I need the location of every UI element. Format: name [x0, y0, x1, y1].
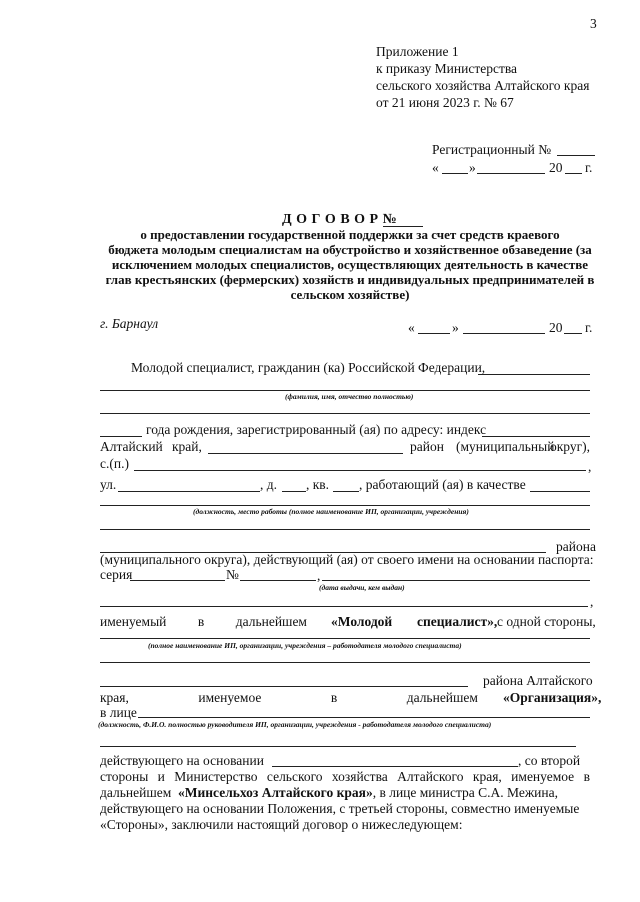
- caption-head: (должность, Ф.И.О. полностью руководителя ИП, организации, учреждения - работодателя молодого специалиста): [98, 720, 492, 729]
- in-person-text: в лице: [100, 705, 137, 720]
- house-blank[interactable]: [282, 491, 306, 492]
- young-specialist-term: «Молодой: [331, 614, 393, 629]
- young-specialist-term-end: специалист»,: [417, 614, 498, 629]
- word: в: [330, 690, 338, 705]
- registration-year-blank[interactable]: [565, 173, 582, 174]
- district-word: округ),: [550, 439, 591, 454]
- paragraph-line: [100, 769, 590, 785]
- contract-heading: Д О Г О В О Р №: [282, 212, 398, 227]
- house-label: , д.: [260, 477, 277, 492]
- appendix-line: от 21 июня 2023 г. № 67: [376, 95, 514, 110]
- date-year-prefix: 20: [549, 320, 563, 335]
- named-words: [100, 614, 307, 630]
- registration-year-suffix: г.: [585, 160, 593, 175]
- street-blank[interactable]: [118, 491, 260, 492]
- word: стороны: [100, 769, 149, 784]
- number-sign: №: [226, 567, 239, 582]
- registration-close-quote: »: [469, 160, 476, 175]
- full-name-blank[interactable]: [100, 390, 590, 391]
- comma: ,: [317, 568, 321, 583]
- blank-line[interactable]: [100, 529, 590, 530]
- caption-position: (должность, место работы (полное наименование ИП, организации, учреждения): [193, 507, 469, 516]
- date-close-quote: »: [452, 320, 459, 335]
- word: , в лице министра С.А. Межина,: [372, 785, 558, 800]
- word: Министерство: [174, 769, 258, 784]
- word: края,: [100, 690, 129, 705]
- page-number: 3: [590, 16, 597, 31]
- apartment-label: , кв.: [306, 477, 330, 492]
- date-month-blank[interactable]: [463, 333, 545, 334]
- paragraph-line: действующего на основании Положения, с третьей стороны, совместно именуемые: [100, 801, 580, 816]
- one-side-text: с одной стороны,: [497, 614, 596, 629]
- word: сельского: [266, 769, 323, 784]
- district-end-word: района: [556, 539, 596, 554]
- region-blank[interactable]: [208, 453, 403, 454]
- appendix-line: Приложение 1: [376, 44, 459, 59]
- title-line: сельском хозяйстве): [290, 287, 410, 302]
- caption-issue: (дата выдачи, кем выдан): [319, 583, 405, 592]
- blank-line[interactable]: [100, 662, 590, 663]
- appendix-line: к приказу Министерства: [376, 61, 518, 76]
- word: края,: [472, 769, 502, 784]
- comma: ,: [590, 594, 594, 609]
- postal-index-blank[interactable]: [482, 436, 590, 437]
- organization-district-blank[interactable]: [100, 686, 468, 687]
- word: в: [583, 769, 590, 784]
- comma: ,: [588, 459, 592, 474]
- city-label: г. Барнаул: [100, 316, 159, 331]
- passport-number-blank[interactable]: [240, 580, 316, 581]
- registration-number-label: Регистрационный №: [432, 142, 552, 157]
- word: в: [197, 614, 205, 629]
- caption-employer: (полное наименование ИП, организации, учреждения – работодателя молодого специалиста): [148, 641, 462, 650]
- settlement-label: с.(п.): [100, 456, 129, 471]
- title-line: бюджета молодым специалистам на обустройство и хозяйственное обзаведение (за: [108, 242, 592, 257]
- apartment-blank[interactable]: [333, 491, 359, 492]
- appendix-line: сельского хозяйства Алтайского края: [376, 78, 590, 93]
- district-word: (муниципальный: [456, 439, 555, 454]
- registration-year-prefix: 20: [549, 160, 563, 175]
- word: именуемое: [511, 769, 575, 784]
- district-word: район: [410, 439, 444, 454]
- head-blank[interactable]: [138, 717, 590, 718]
- series-label: серия: [100, 567, 133, 582]
- position-blank[interactable]: [530, 491, 590, 492]
- passport-text: (муниципального округа), действующий (ая) от своего имени на основании паспорта:: [100, 552, 594, 567]
- title-line: исключением молодых специалистов, осуществляющих деятельность в качестве: [111, 257, 589, 272]
- second-side-text: , со второй: [518, 753, 581, 768]
- word: и: [157, 769, 165, 784]
- word: именуемый: [100, 614, 167, 629]
- working-as-text: , работающий (ая) в качестве: [359, 477, 526, 492]
- registration-number-blank[interactable]: [557, 155, 595, 156]
- series-blank[interactable]: [130, 580, 225, 581]
- caption-full-name: (фамилия, имя, отчество полностью): [285, 392, 414, 401]
- word: именуемое: [198, 690, 262, 705]
- blank-line[interactable]: [100, 606, 588, 607]
- word: дальнейшем: [100, 785, 172, 800]
- passport-issue-blank[interactable]: [322, 580, 590, 581]
- acting-basis-text: действующего на основании: [100, 753, 264, 768]
- word: дальнейшем: [235, 614, 307, 629]
- date-open-quote: «: [408, 320, 415, 335]
- position-line-blank[interactable]: [100, 505, 590, 506]
- street-label: ул.: [100, 477, 117, 492]
- registration-open-quote: «: [432, 160, 439, 175]
- date-day-blank[interactable]: [418, 333, 450, 334]
- region-word: край,: [172, 439, 202, 454]
- paragraph-line: [100, 785, 558, 801]
- birth-address-text: года рождения, зарегистрированный (ая) по адресу: индекс: [146, 422, 487, 437]
- ministry-term: «Минсельхоз Алтайского края»: [178, 785, 373, 800]
- blank-line[interactable]: [100, 746, 576, 747]
- date-year-blank[interactable]: [564, 333, 582, 334]
- word: дальнейшем: [406, 690, 478, 705]
- paragraph-line: «Стороны», заключили настоящий договор о нижеследующем:: [100, 817, 463, 832]
- registration-day-blank[interactable]: [442, 173, 468, 174]
- region-word: Алтайский: [100, 439, 163, 454]
- citizen-blank[interactable]: [478, 374, 590, 375]
- altai-district-text: района Алтайского: [483, 673, 593, 688]
- blank-line[interactable]: [100, 413, 590, 414]
- word: Алтайского: [397, 769, 464, 784]
- title-line: о предоставлении государственной поддержки за счет средств краевого: [140, 227, 560, 242]
- title-line: глав крестьянских (фермерских) хозяйств и индивидуальных предпринимателей в: [105, 272, 595, 287]
- word: хозяйства: [331, 769, 388, 784]
- date-year-suffix: г.: [585, 320, 593, 335]
- basis-blank[interactable]: [272, 766, 518, 767]
- settlement-blank[interactable]: [134, 470, 586, 471]
- registration-month-blank[interactable]: [477, 173, 545, 174]
- employer-blank[interactable]: [100, 638, 590, 639]
- organization-term: «Организация»,: [503, 690, 602, 705]
- birth-year-blank[interactable]: [100, 436, 142, 437]
- kraya-words: [100, 690, 478, 706]
- intro-text: Молодой специалист, гражданин (ка) Российской Федерации,: [131, 360, 486, 375]
